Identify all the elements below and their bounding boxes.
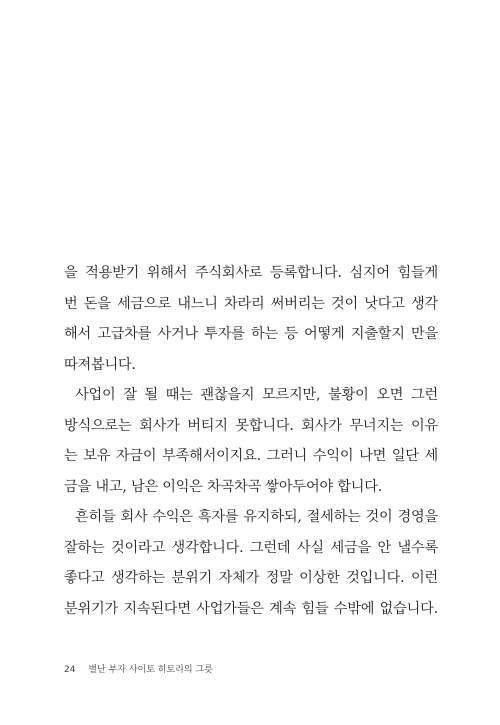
text-line: 을 적용받기 위해서 주식회사로 등록합니다. 심지어 힘들게 xyxy=(64,265,438,281)
text-line: 해서 고급차를 사거나 투자를 하는 등 어떻게 지출할지 만을 xyxy=(64,326,438,342)
text-line: 금을 내고, 남은 이익은 차곡차곡 쌓아두어야 합니다. xyxy=(64,478,383,495)
text-line: 는 보유 자금이 부족해서이지요. 그러니 수익이 나면 일단 세 xyxy=(64,448,438,464)
text-line: 번 돈을 세금으로 내느니 차라리 써버리는 것이 낫다고 생각 xyxy=(64,295,438,312)
text-line: 좋다고 생각하는 분위기 자체가 정말 이상한 것입니다. 이런 xyxy=(64,570,438,586)
text-line: 방식으로는 회사가 버티지 못합니다. 회사가 무너지는 이유 xyxy=(64,417,438,434)
text-line: 사업이 잘 될 때는 괜찮을지 모르지만, 불황이 오면 그런 xyxy=(75,387,438,403)
text-line: 분위기가 지속된다면 사업가들은 계속 힘들 수밖에 없습니다. xyxy=(64,600,438,617)
running-title: 별난 부자 사이토 히토리의 그릇 xyxy=(88,665,213,675)
page-number: 24 xyxy=(64,665,76,675)
text-line: 흔히들 회사 수익은 흑자를 유지하되, 절세하는 것이 경영을 xyxy=(75,509,438,525)
page-footer xyxy=(64,662,213,675)
text-line: 따져봅니다. xyxy=(64,356,136,373)
body-text xyxy=(64,258,438,624)
text-line: 잘하는 것이라고 생각합니다. 그런데 사실 세금을 안 낼수록 xyxy=(64,539,438,556)
